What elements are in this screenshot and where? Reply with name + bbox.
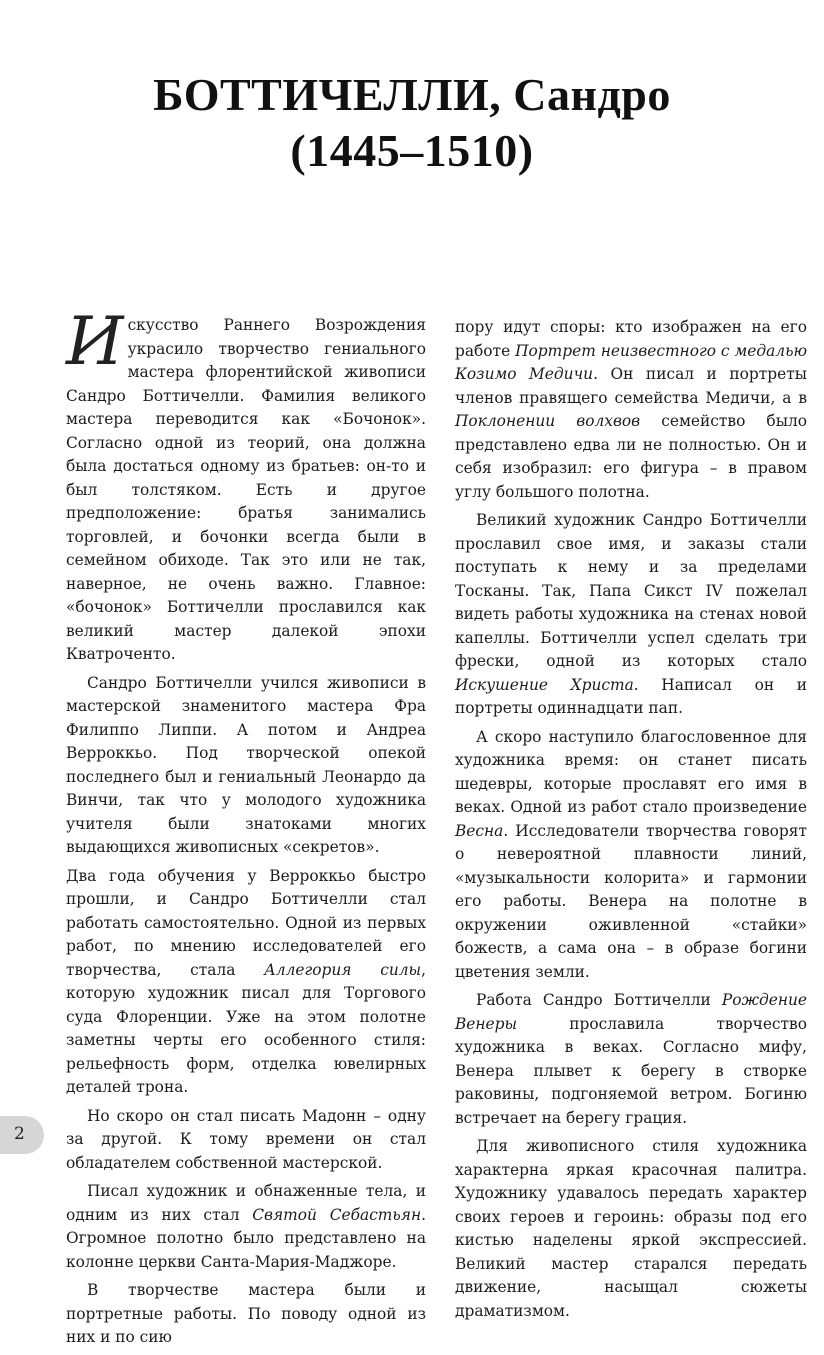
title-dates: (1445–1510) bbox=[290, 125, 534, 176]
paragraph: Искусство Раннего Возрождения украсило творчество гениального мастера флорентийской живописи Сандро Боттичелли. Фамилия великого мастера переводится как «Бочонок». Согласно одной из теорий, она должна была достаться одному из братьев: он-то и был толстяком. Есть и другое предположение: братья занимались торговлей, и бочонки всегда были в семейном обиходе. Так это или не так, наверное, не очень важно. Главное: «бочонок» Боттичелли прославился как великий мастер далекой эпохи Кватроченто. bbox=[66, 303, 426, 663]
artwork-title: Искушение Христа bbox=[455, 675, 634, 694]
artwork-title: Рождение Венеры bbox=[455, 991, 807, 1033]
page-title bbox=[0, 68, 824, 178]
paragraph: Для живописного стиля художника характерна яркая красочная палитра. Художнику удавалось передать характер своих героев и героинь: образы под его кистью наделены яркой экспрессией. Великий мастер старался передать движение, насыщал сюжеты драматизмом. bbox=[455, 1137, 807, 1320]
paragraph: Работа Сандро Боттичелли Рождение Венеры прославила творчество художника в веках. Согласно мифу, Венера плывет к берегу в створке раковины, подгоняемой ветром. Богиню встречает на берегу грация. bbox=[455, 991, 807, 1127]
drop-cap: И bbox=[66, 303, 124, 380]
artwork-title: Весна bbox=[455, 821, 504, 840]
paragraph: А скоро наступило благословенное для художника время: он станет писать шедевры, которые прославят его имя в веках. Одной из работ стало произведение Весна. Исследователи творчества говорят о невероятной плавности линий, «музыкальности колорита» и гармонии его работы. Венера на полотне в окружении оживленной «стайки» божеств, а сама она – в образе богини цветения земли. bbox=[455, 727, 807, 981]
paragraph: Два года обучения у Верроккьо быстро прошли, и Сандро Боттичелли стал работать самостоятельно. Одной из первых работ, по мнению исследователей его творчества, стала Аллегория силы, которую художник писал для Торгового суда Флоренции. Уже на этом полотне заметны черты его особенного стиля: рельефность форм, отделка ювелирных деталей трона. bbox=[66, 866, 426, 1096]
paragraph: Великий художник Сандро Боттичелли прославил свое имя, и заказы стали поступать к нему и за пределами Тосканы. Так, Папа Сикст IV пожелал видеть работы художника на стенах новой капеллы. Боттичелли успел сделать три фрески, одной из которых стало Искушение Христа. Написал он и портреты одиннадцати пап. bbox=[455, 511, 807, 717]
paragraph: Писал художник и обнаженные тела, и одним из них стал Святой Себастьян. Огромное полотно было представлено на колонне церкви Санта-Мария-Маджоре. bbox=[66, 1182, 426, 1271]
page-number: 2 bbox=[14, 1124, 25, 1144]
right-column bbox=[455, 316, 807, 1328]
paragraph: пору идут споры: кто изображен на его работе Портрет неизвестного с медалью Козимо Медичи. Он писал и портреты членов правящего семейства Медичи, а в Поклонении волхвов семейство было представлено едва ли не полностью. Он и себя изобразил: его фигура – в правом углу большого полотна. bbox=[455, 318, 807, 501]
paragraph: Сандро Боттичелли учился живописи в мастерской знаменитого мастера Фра Филиппо Липпи. А потом и Андреа Верроккьо. Под творческой опекой последнего был и гениальный Леонардо да Винчи, так что у молодого художника учителя были знатоками многих выдающихся живописных «секретов». bbox=[66, 673, 426, 856]
artwork-title: Аллегория силы bbox=[264, 960, 422, 979]
left-column bbox=[66, 303, 426, 1355]
artwork-title: Святой Себастьян bbox=[252, 1205, 422, 1224]
paragraph: Но скоро он стал писать Мадонн – одну за другой. К тому времени он стал обладателем собственной мастерской. bbox=[66, 1106, 426, 1172]
paragraph: В творчестве мастера были и портретные работы. По поводу одной из них и по сию bbox=[66, 1281, 426, 1346]
title-name: БОТТИЧЕЛЛИ, Сандро bbox=[153, 69, 671, 120]
artwork-title: Портрет неизвестного с медалью Козимо Медичи bbox=[455, 341, 807, 383]
artwork-title: Поклонении волхвов bbox=[455, 412, 641, 430]
